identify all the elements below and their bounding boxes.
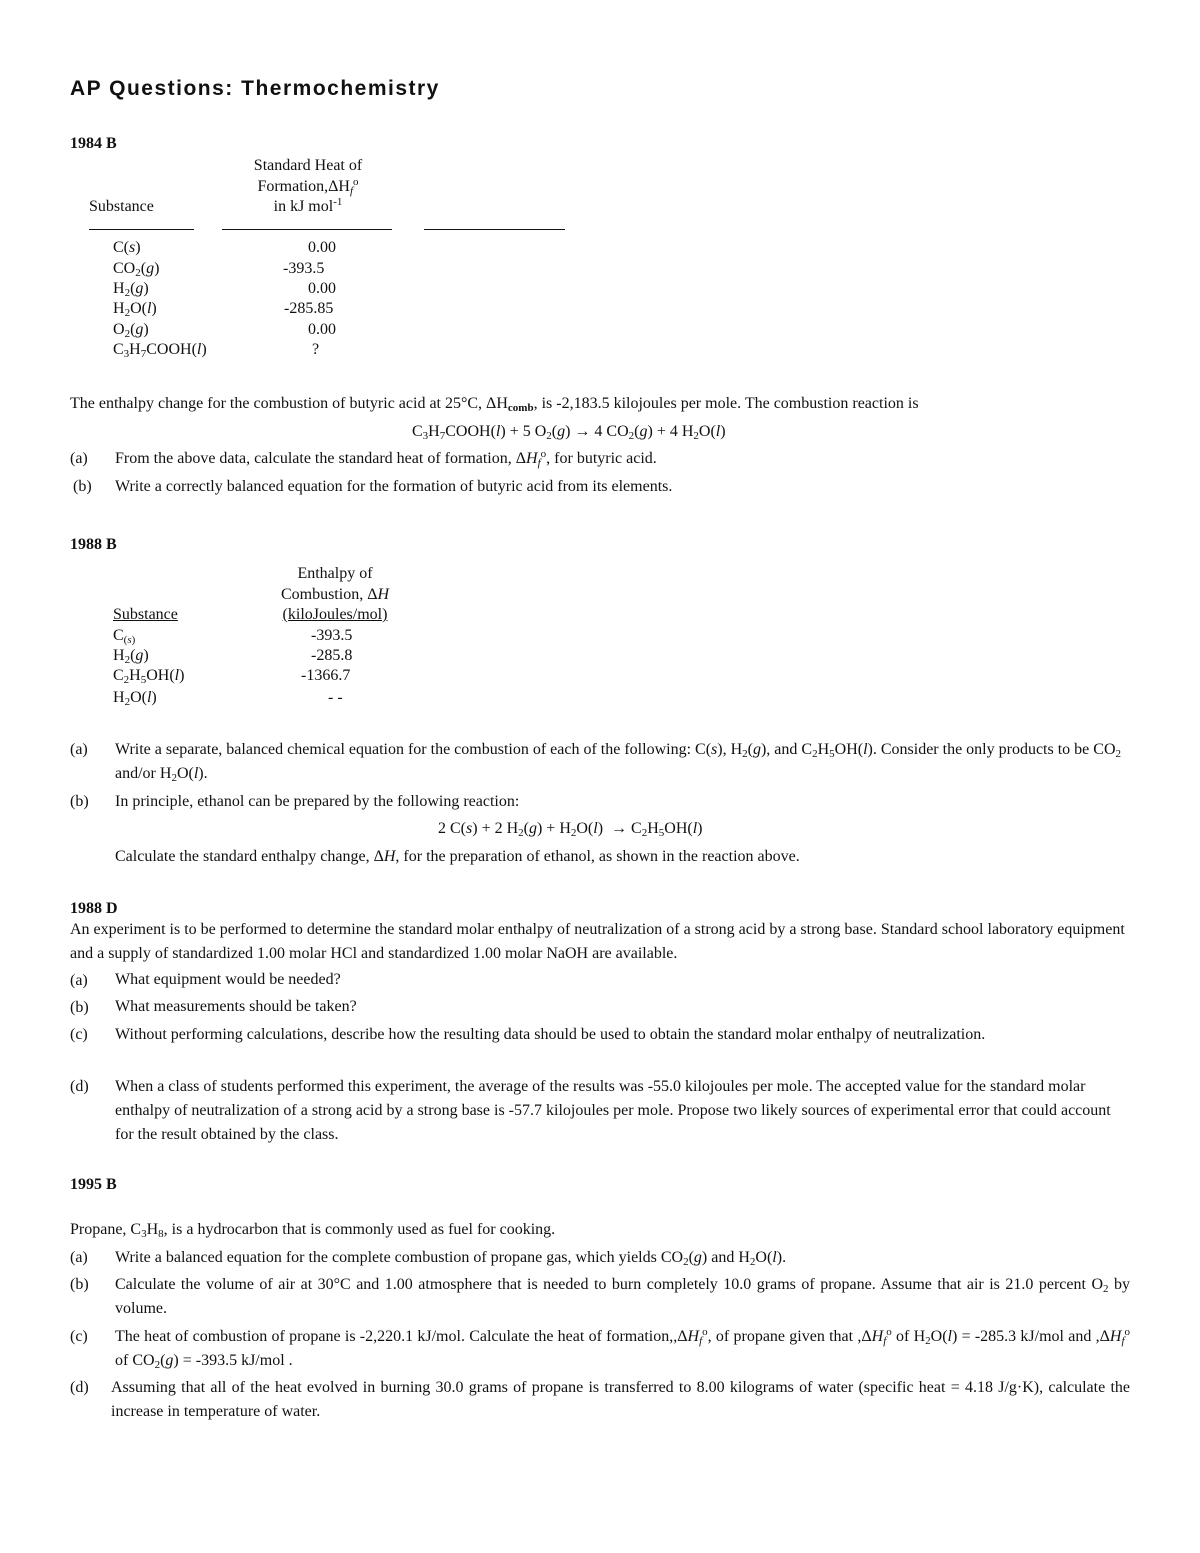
table-header-line1: Enthalpy of [297,565,373,582]
section-year-1995b: 1995 B [70,1176,117,1193]
table-cell-substance: $CO_2(g)$ [113,260,160,279]
question-text: Without performing calculations, describe how the resulting data should be used to obtain the standard molar enthalpy of neutralization. [115,1026,986,1043]
question-text: When a class of students performed this experiment, the average of the results was -55.0 kilojoules per mole. The accepted value for the standard molar enthalpy of neutralization of a strong acid by a strong base is -57.7 kilojoules per mole. Propose two likely sources of experimental error that could account for the result obtained by the class. [115,1078,1111,1143]
question-label: (b) [70,793,89,810]
table-cell-value: 0.00 [308,239,336,256]
table-rule [222,229,392,230]
question-text: In principle, ethanol can be prepared by the following reaction: [115,793,520,810]
table-header-line2: $Formation,\Delta H_f^o$ [257,176,359,197]
question-text: Calculate the standard enthalpy change, ΔH, for the preparation of ethanol, as shown in the reaction above. [115,848,800,865]
table-header-line1: Standard Heat of [253,157,363,174]
reaction-equation: 2 C(s) + 2 $H_2(g) + H_2O(l) \to C_2H_5OH(l)$ [438,820,703,839]
question-text: Write a separate, balanced chemical equation for the combustion of each of the following: C(s), $H_2(g)$, and $C_2H_5OH(l)$. Consider the only products to be $CO_2$ and/or $H_2O(l)$. [115,741,1121,784]
question-label: (a) [70,972,88,989]
table-cell-substance: C(s) [113,239,141,256]
table-cell-substance: $C_3H_7COOH(l)$ [113,341,207,360]
table-cell-substance: $H_2O(l)$ [113,689,157,708]
section-year-1988b: 1988 B [70,536,117,553]
question-text: Write a correctly balanced equation for the formation of butyric acid from its elements. [115,478,673,495]
section-intro: The enthalpy change for the combustion of butyric acid at 25°C, $\Delta H_{comb}$, is -2,183.5 kilojoules per mole. The combustion reaction is [70,395,919,414]
table-cell-substance: $O_2(g)$ [113,321,149,340]
question-label: (d) [70,1379,89,1396]
table-header-line3: (kiloJoules/mol) [282,606,388,623]
question-text: The heat of combustion of propane is -2,220.1 kJ/mol. Calculate the heat of $formation,,\Delta H_f^o$, of propane given that $,\Delta H_f^o$ of $H_2O(l) = -285.3$ kJ/mol and $,\Delta H_f^o$ of $CO_2(g) = -393.5$ kJ/mol . [115,1326,1131,1371]
table-rule [424,229,565,230]
reaction-equation: $C_3H_7COOH(l) + 5$ $O_2(g) \to 4$ $CO_2(g) + 4$ $H_2O(l)$ [412,423,726,442]
table-cell-value: -393.5 [311,627,353,644]
section-year-1984b: 1984 B [70,135,117,152]
section-intro: An experiment is to be performed to determine the standard molar enthalpy of neutralization of a strong acid by a strong base. Standard school laboratory equipment and a supply of standardized 1.00 molar HCl and standardized 1.00 molar NaOH are available. [70,921,1125,962]
table-cell-value: -1366.7 [301,667,351,684]
table-cell-value: 0.00 [308,280,336,297]
section-year-1988d: 1988 D [70,900,118,917]
question-text: From the above data, calculate the standard heat of formation, $\Delta H_f^o$, for butyric acid. [115,448,657,469]
section-intro: Propane, $C_3H_8$, is a hydrocarbon that is commonly used as fuel for cooking. [70,1221,556,1240]
table-cell-substance: $H_2(g)$ [113,280,149,299]
question-label: (b) [73,478,92,495]
question-label: (b) [70,999,89,1016]
table-cell-value: - - [328,689,343,706]
table-cell-substance: $H_2(g)$ [113,647,149,666]
table-cell-substance: $C_2H_5OH(l)$ [113,667,185,686]
question-text: Write a balanced equation for the complete combustion of propane gas, which yields $CO_2(g)$ and $H_2O(l)$. [115,1249,787,1268]
table-header-substance: Substance [89,198,154,215]
question-text: Assuming that all of the heat evolved in burning 30.0 grams of propane is transferred to 8.00 kilograms of water (specific heat = 4.18 J/g·K), calculate the increase in temperature of water. [111,1379,1130,1420]
question-label: (a) [70,741,88,758]
table-cell-value: -285.85 [284,300,334,317]
page-title: AP Questions: Thermochemistry [70,77,440,100]
question-label: (a) [70,1249,88,1266]
question-text: What equipment would be needed? [115,971,341,988]
table-cell-substance: $H_2O(l)$ [113,300,157,319]
table-rule [89,229,194,230]
question-text: What measurements should be taken? [115,998,357,1015]
question-label: (d) [70,1078,89,1095]
question-label: (c) [70,1328,88,1345]
question-text: Calculate the volume of air at 30°C and 1.00 atmosphere that is needed to burn completely 10.0 grams of propane. Assume that air is 21.0 percent $O_2$ by volume. [115,1276,1131,1317]
table-cell-value: -285.8 [311,647,353,664]
table-cell-substance: $C_{(s)}$ [113,627,136,646]
table-cell-value: 0.00 [308,321,336,338]
question-label: (c) [70,1026,88,1043]
table-cell-value: -393.5 [283,260,325,277]
table-header-line2: Combustion, ΔH [280,586,390,603]
question-label: (a) [70,450,88,467]
table-cell-value: ? [312,341,320,358]
table-header-line3: in kJ mol$^{-1}$ [273,196,343,215]
table-header-substance: Substance [113,606,178,623]
question-label: (b) [70,1276,89,1293]
